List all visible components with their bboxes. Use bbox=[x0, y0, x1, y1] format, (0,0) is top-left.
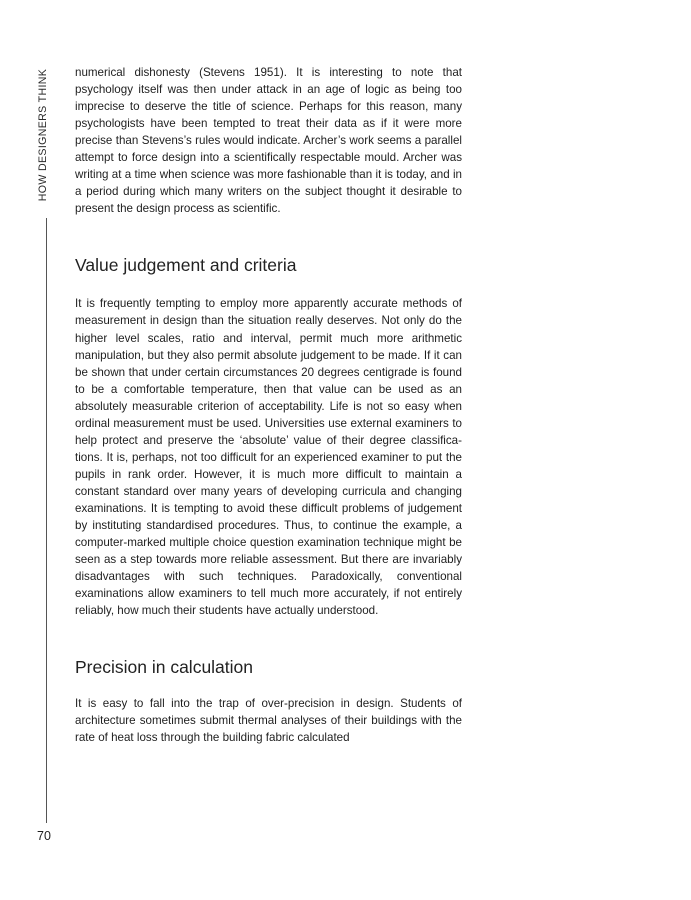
page-number: 70 bbox=[37, 829, 51, 843]
margin-rule bbox=[46, 218, 47, 823]
section-heading-value-judgement: Value judgement and criteria bbox=[75, 255, 297, 276]
running-head bbox=[34, 64, 58, 206]
paragraph-precision: It is easy to fall into the trap of over-precision in design. Students of architecture sometimes submit thermal analyses of their buildings with the rate of heat loss through the building fabric calculated bbox=[75, 697, 462, 745]
paragraph-continuation: numerical dishonesty (Stevens 1951). It is interesting to note that psychology itself was then under attack in an age of logic as being too imprecise to deserve the title of science. Perhaps for this reason, many psychologists have been tempted to treat their data as if it were more precise than Stevens’s rules would indicate. Archer’s work seems a parallel attempt to force design into a scientifically respectable mould. Archer was writing at a time when science was more fashionable than it is today, and in a period during which many writers on the subject thought it desirable to present the design process as scientific. bbox=[75, 66, 462, 216]
paragraph-value-judgement: It is frequently tempting to employ more apparently accurate methods of measurement in design than the situation really deserves. Not only do the higher level scales, ratio and interval, permit much more arithmetic manipulation, but they also permit absolute judgement to be made. If it can be shown that under certain circumstances 20 degrees centigrade is found to be a comfortable temperature, then that value can be used as an absolutely measurable criterion of acceptability. Life is not so easy when ordinal measurement must be used. Universities use external examiners to help protect and preserve the ‘absolute’ value of their degree classifications. It is, perhaps, not too difficult for an experienced examiner to put the pupils in rank order. However, it is much more difficult to maintain a constant standard over many years of developing curricula and changing examinations. It is tempting to avoid these difficult problems of judgement by instituting standardised procedures. Thus, to continue the example, a computer-marked multiple choice question examination technique might be seen as a step towards more reliable assessment. But there are invariably disadvantages with such techniques. Paradoxically, conventional examinations allow examiners to tell much more accurately, if not entirely reliably, how much their students have actually understood. bbox=[75, 297, 462, 618]
page-body bbox=[75, 64, 462, 746]
section-heading-precision: Precision in calculation bbox=[75, 657, 254, 678]
running-head-text: HOW DESIGNERS THINK bbox=[37, 68, 49, 202]
